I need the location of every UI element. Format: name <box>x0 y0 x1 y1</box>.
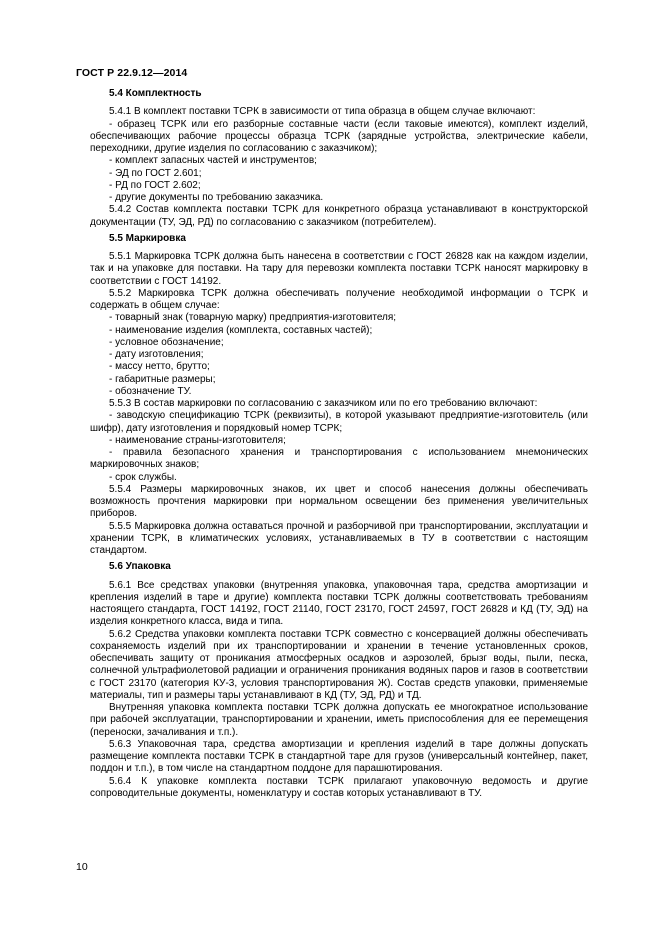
paragraph: 5.4.1 В комплект поставки ТСРК в зависимости от типа образца в общем случае включают: <box>109 106 536 118</box>
document-body <box>90 84 588 800</box>
list-item: - массу нетто, брутто; <box>109 361 210 373</box>
list-item: - товарный знак (товарную марку) предприятия-изготовителя; <box>109 312 397 324</box>
paragraph: 5.6.1 Все средствах упаковки (внутренняя упаковка, упаковочная тара, средства амортизации и крепления изделий в таре и другие) комплекта поставки ТСРК должны соответствовать требованиям настоящего стандарта, ГОСТ 14192, ГОСТ 21140, ГОСТ 23170, ГОСТ 24597, ГОСТ 26828 и КД (ТУ, ЭД) на изделия конкретного класса, вида и типа. <box>90 579 588 628</box>
list-item: - наименование страны-изготовителя; <box>109 434 286 446</box>
paragraph: 5.4.2 Состав комплекта поставки ТСРК для конкретного образца устанавливают в конструкторской документации (ТУ, ЭД, РД) по согласованию с заказчиком (потребителем). <box>90 204 588 228</box>
section <box>90 561 588 800</box>
section-title: 5.6 Упаковка <box>109 561 171 573</box>
list-item: - образец ТСРК или его разборные составные части (если таковые имеются), комплект изделий, обеспечивающих рабочие процессы образца ТСРК (зарядные устройства, электрические кабели, переходники, другие изделия по согласованию с заказчиком); <box>90 118 588 154</box>
list-item: - ЭД по ГОСТ 2.601; <box>109 167 202 179</box>
paragraph: 5.5.3 В состав маркировки по согласованию с заказчиком или по его требованию включают: <box>109 398 538 409</box>
paragraph: 5.5.2 Маркировка ТСРК должна обеспечивать получение необходимой информации о ТСРК и содержать в общем случае: <box>90 287 588 311</box>
section-title: 5.5 Маркировка <box>109 232 186 244</box>
list-item: - габаритные размеры; <box>109 373 216 385</box>
list-item: - наименование изделия (комплекта, составных частей); <box>109 324 373 336</box>
paragraph: 5.6.2 Средства упаковки комплекта поставки ТСРК совместно с консервацией должны обеспечивать сохраняемость изделий при их транспортировании и хранении в течение установленных сроков, обеспечивать защиту от проникания атмосферных осадков и аэрозолей, брызг воды, пыли, песка, солнечной ультрафиолетовой радиации и ограничения проникания водяных паров и газов в соответствии с ГОСТ 23170 (категория КУ-3, условия транспортирования Ж). Состав средств упаковки, применяемые материалы, тип и размеры тары устанавливают в КД (ТУ, ЭД, РД) и ТД. <box>90 628 588 701</box>
list-item: - срок службы. <box>109 471 177 483</box>
paragraph: 5.6.4 К упаковке комплекта поставки ТСРК прилагают упаковочную ведомость и другие сопроводительные документы, номенклатуру и состав которых устанавливают в ТУ. <box>90 775 588 799</box>
list-item: - РД по ГОСТ 2.602; <box>109 179 201 191</box>
paragraph: 5.5.4 Размеры маркировочных знаков, их цвет и способ нанесения должны обеспечивать возможность прочтения маркировки при нормальном освещении без применения увеличительных приборов. <box>90 483 588 520</box>
list-item: - заводскую спецификацию ТСРК (реквизиты), в которой указывают предприятие-изготовитель (или шифр), дату изготовления и порядковый номер ТСРК; <box>90 410 588 434</box>
list-item: - обозначение ТУ. <box>109 385 192 397</box>
paragraph: 5.6.3 Упаковочная тара, средства амортизации и крепления изделий в таре должны допускать размещение комплекта поставки ТСРК в стандартной таре для грузов (универсальный контейнер, пакет, поддон и т.п.), в том числе на стандартном поддоне для парашютирования. <box>90 738 588 775</box>
list-item: - правила безопасного хранения и транспортирования с использованием мнемонических маркировочных знаков; <box>90 447 588 471</box>
paragraph: Внутренняя упаковка комплекта поставки ТСРК должна допускать ее многократное использование при рабочей эксплуатации, транспортировании и хранении, иметь приспособления для ее перемещения (переноски, зачаливания и т.п.). <box>90 702 588 738</box>
list-item: - комплект запасных частей и инструментов; <box>109 155 317 167</box>
paragraph: 5.5.1 Маркировка ТСРК должна быть нанесена в соответствии с ГОСТ 26828 как на каждом изделии, так и на упаковке для поставки. На тару для перевозки комплекта поставки ТСРК наносят маркировку в соответствии с ГОСТ 14192. <box>90 251 588 287</box>
section <box>90 233 588 558</box>
list-item: - условное обозначение; <box>109 336 224 348</box>
paragraph: 5.5.5 Маркировка должна оставаться прочной и разборчивой при транспортировании, эксплуатации и хранении ТСРК, в климатических условиях, устанавливаемых в ТУ в соответствии с настоящим стандартом. <box>90 520 588 556</box>
section-title: 5.4 Комплектность <box>109 88 202 99</box>
list-item: - другие документы по требованию заказчика. <box>109 192 324 203</box>
section <box>90 88 588 229</box>
list-item: - дату изготовления; <box>109 349 204 360</box>
page-number: 10 <box>76 861 88 873</box>
document-code-header: ГОСТ Р 22.9.12—2014 <box>76 67 188 79</box>
